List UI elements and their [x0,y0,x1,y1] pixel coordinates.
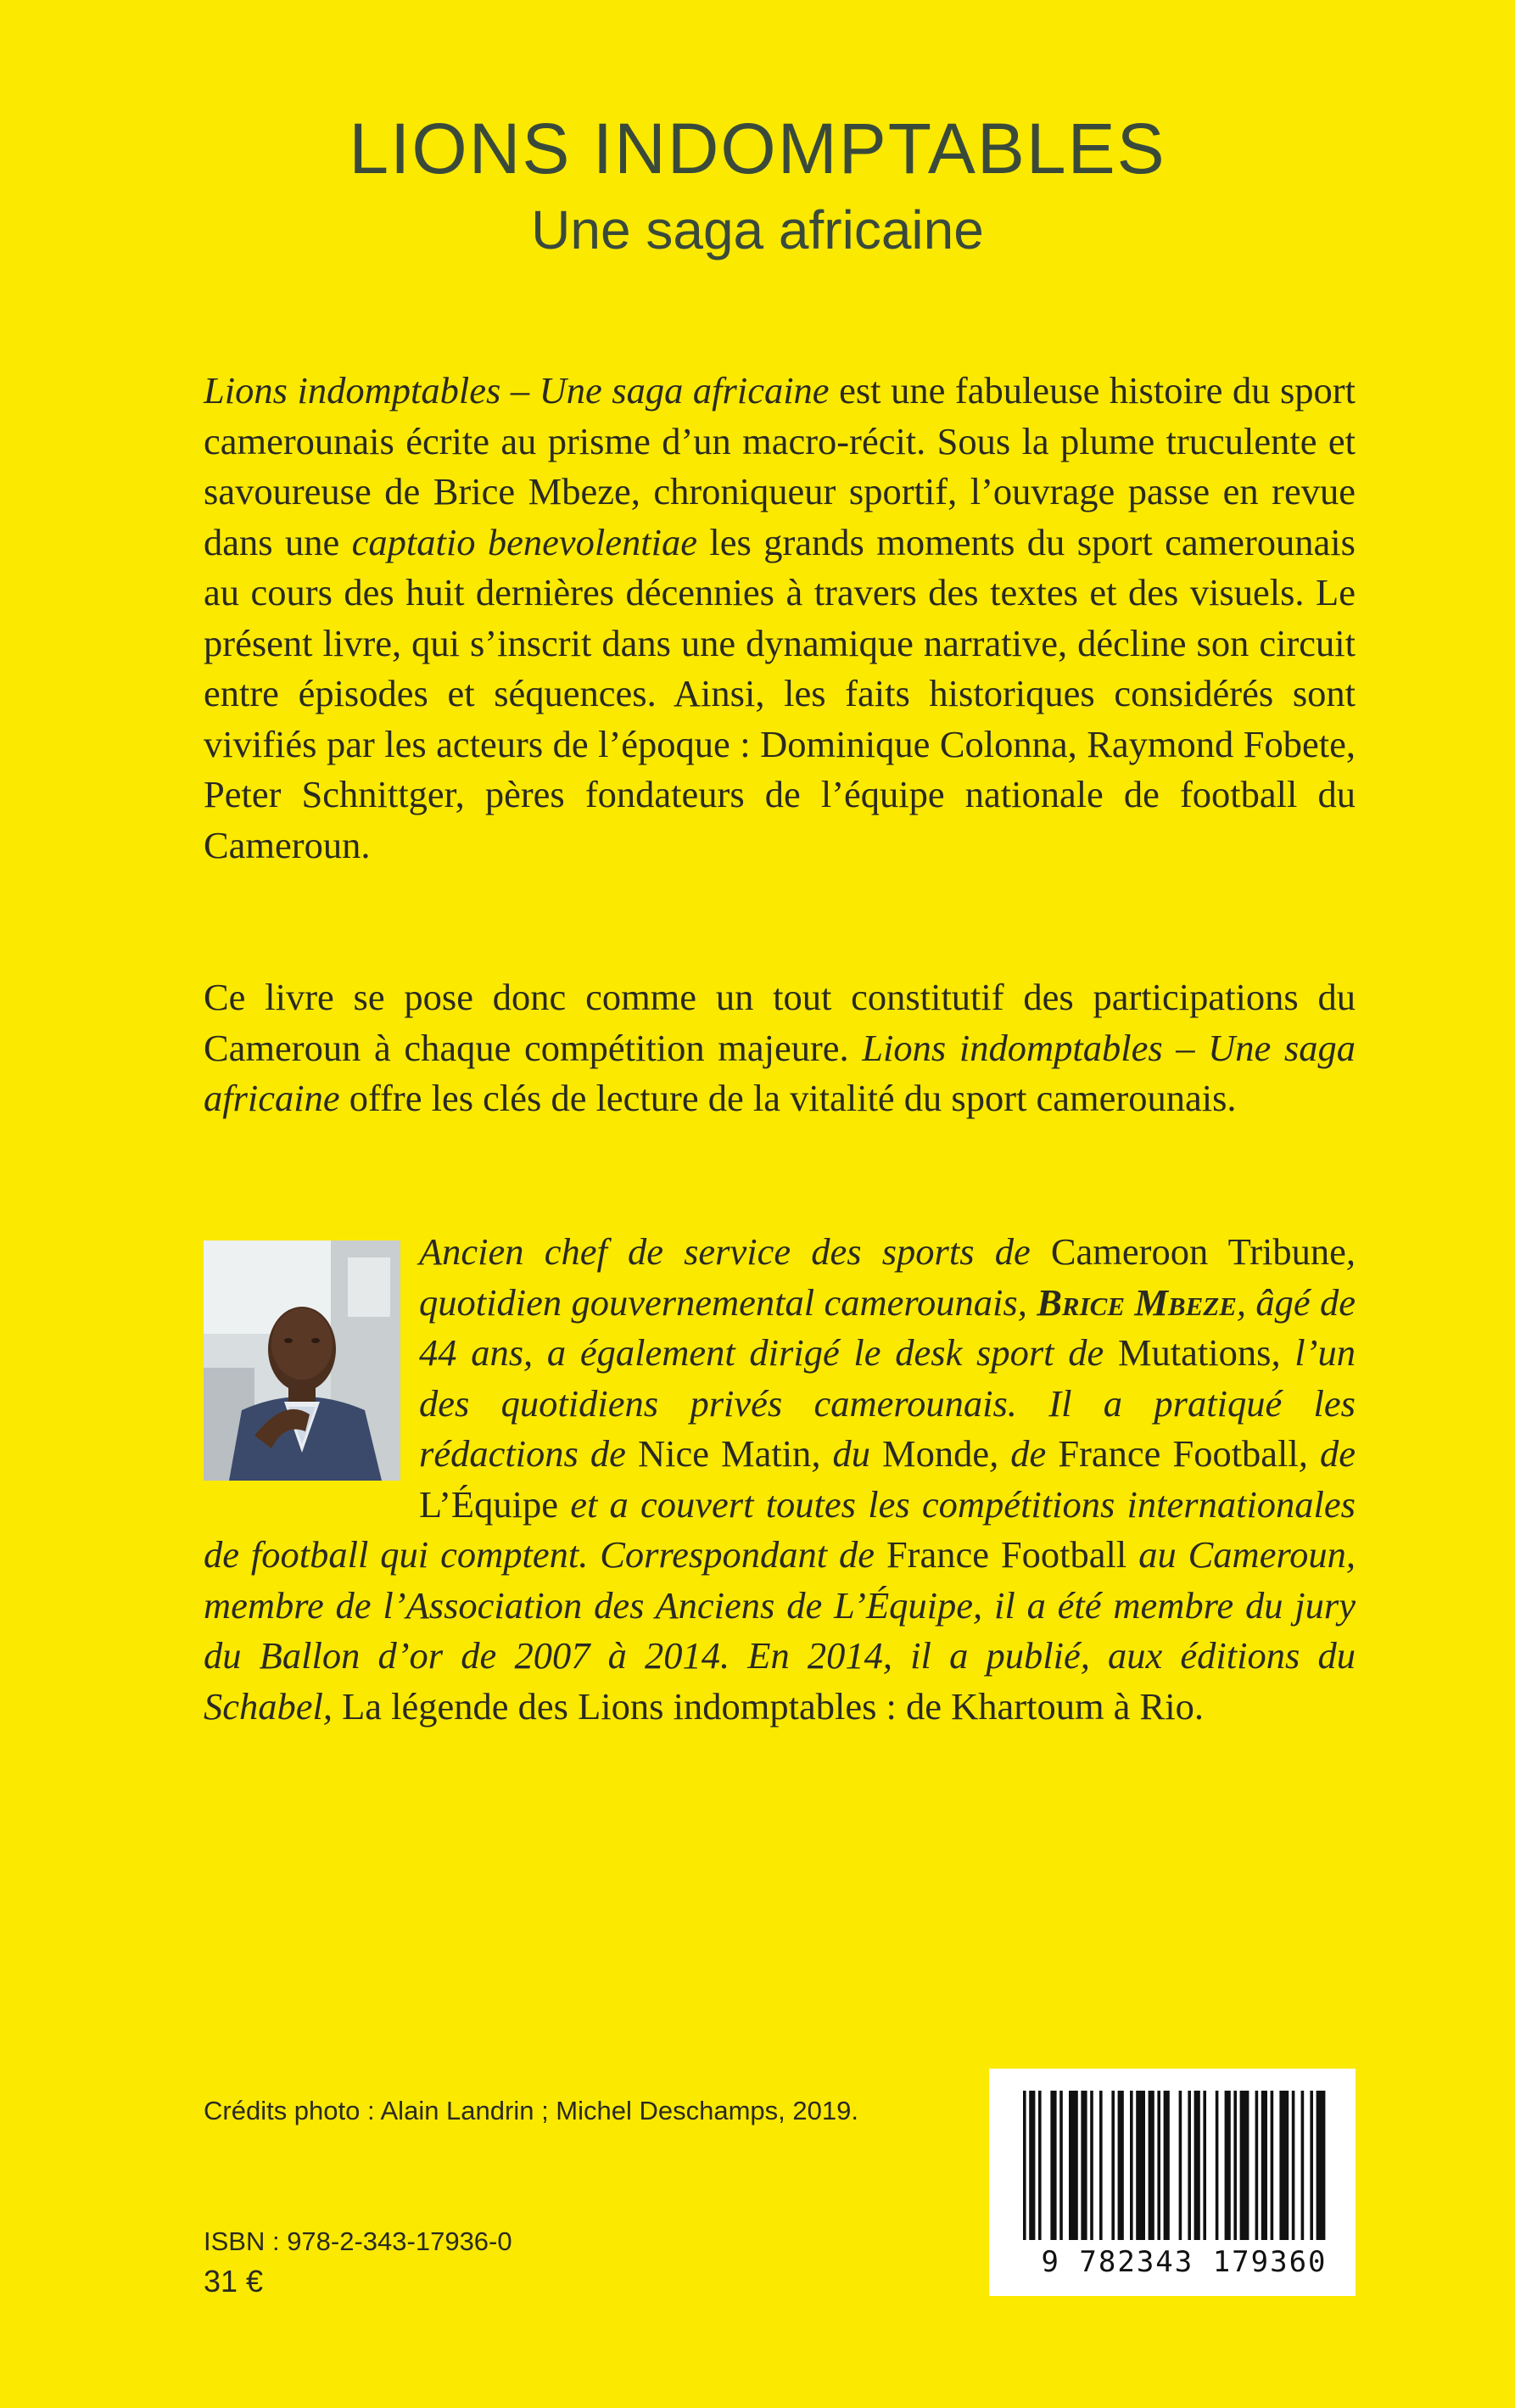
latin-phrase: captatio benevolentiae [351,520,697,563]
bio-text: , l’un des quotidiens privés camerounais. Il a pratiqué les rédactions de [419,1331,1356,1475]
newspaper-name: Nice Matin [637,1432,812,1475]
newspaper-name: Monde [882,1432,990,1475]
photo-credits: Crédits photo : Alain Landrin ; Michel Deschamps, 2019. [204,2096,858,2125]
newspaper-name: Cameroon Tribune [1050,1230,1346,1273]
summary-text: offre les clés de lecture de la vitalité du sport camerounais. [339,1077,1237,1119]
bio-text: . [1194,1684,1204,1728]
summary-text: les grands moments du sport camerounais au cours des huit dernières décennies à travers des textes et des visuels. Le présent livre, qui s’inscrit dans une dynamique narrative, décline son circuit entre épisodes et séquences. Ainsi, les faits historiques considérés sont vivifiés par les acteurs de l’époque : Dominique Colonna, Raymond Fobete, Peter Schnittger, pères fondateurs de l’équipe nationale de football du Cameroun. [204,520,1356,866]
barcode [989,2069,1356,2296]
barcode-digits: 9 782343 179360 [1041,2245,1328,2279]
bio-text: , de [989,1432,1059,1475]
author-name: Brice Mbeze [1037,1280,1237,1324]
newspaper-name: France Football [886,1533,1127,1576]
book-title: LIONS INDOMPTABLES [349,109,1166,188]
bio-text: , quotidien gouvernemental camerounais, [419,1230,1356,1324]
bio-text: au Cameroun, membre de l’Association des Anciens de L’Équipe, il a été membre du jury du Ballon d’or de 2007 à 2014. En 2014, il a publié, aux éditions du Schabel, [204,1533,1356,1728]
summary-text: Ce livre se pose donc comme un tout constitutif des participations du Cameroun à chaque compétition majeure. [204,976,1356,1069]
summary-paragraph-1 [204,366,1356,871]
cover-title-block [0,106,1515,266]
book-title-italic: Lions indomptables – Une saga africaine [204,1026,1356,1119]
author-photo [204,1240,400,1481]
bio-text: , du [811,1432,883,1475]
bio-text: , de [1298,1432,1356,1475]
bio-text: , âgé de 44 ans, a également dirigé le desk sport de [419,1280,1356,1374]
book-title-italic: Lions indomptables – Une saga africaine [204,369,830,412]
book-reference: La légende des Lions indomptables : de Khartoum à Rio [342,1684,1194,1728]
bio-text: et a couvert toutes les compétitions internationales de football qui comptent. Correspondant de [204,1482,1356,1576]
isbn: ISBN : 978-2-343-17936-0 [204,2226,512,2256]
newspaper-name: L’Équipe [419,1482,558,1526]
book-subtitle: Une saga africaine [531,199,984,260]
bio-text: Ancien chef de service des sports de [419,1230,1051,1273]
newspaper-name: France Football [1058,1432,1299,1475]
price: 31 € [204,2264,264,2299]
summary-text: est une fabuleuse histoire du sport camerounais écrite au prisme d’un macro-récit. Sous la plume truculente et savoureuse de Brice Mbeze, chroniqueur sportif, l’ouvrage passe en revue dans une [204,369,1356,563]
newspaper-name: Mutations [1117,1331,1272,1374]
summary-paragraph-2 [204,972,1356,1124]
author-bio [204,1227,1356,1732]
